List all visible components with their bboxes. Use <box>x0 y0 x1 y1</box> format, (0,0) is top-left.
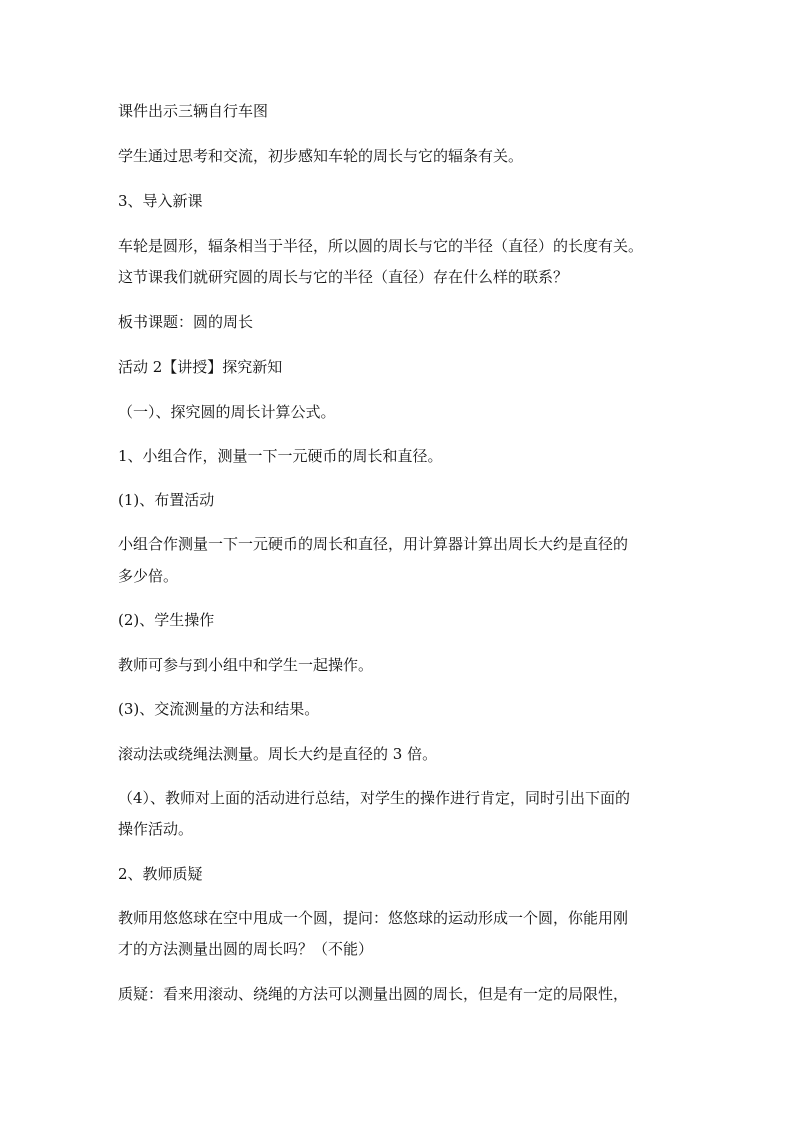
text-line: 课件出示三辆自行车图 <box>118 102 269 120</box>
text-line: 才的方法测量出圆的周长吗？（不能） <box>118 940 374 958</box>
text-line: 小组合作测量一下一元硬币的周长和直径，用计算器计算出周长大约是直径的 <box>118 535 629 553</box>
text-line: 学生通过思考和交流，初步感知车轮的周长与它的辐条有关。 <box>118 147 524 165</box>
text-line: 活动 2【讲授】探究新知 <box>118 358 283 376</box>
text-line: 滚动法或绕绳法测量。周长大约是直径的 3 倍。 <box>118 745 438 763</box>
text-line: 3、导入新课 <box>118 192 203 210</box>
text-line: 多少倍。 <box>118 567 179 585</box>
text-line: 车轮是圆形，辐条相当于半径，所以圆的周长与它的半径（直径）的长度有关。 <box>118 237 644 255</box>
text-line: （4）、教师对上面的活动进行总结，对学生的操作进行肯定，同时引出下面的 <box>118 789 631 807</box>
text-line: 这节课我们就研究圆的周长与它的半径（直径）存在什么样的联系？ <box>118 268 569 286</box>
text-line: (2)、学生操作 <box>118 611 215 629</box>
text-line: 操作活动。 <box>118 820 194 838</box>
text-line: 板书课题：圆的周长 <box>118 313 254 331</box>
text-line: 教师用悠悠球在空中甩成一个圆，提问：悠悠球的运动形成一个圆，你能用刚 <box>118 909 629 927</box>
text-line: 1、小组合作，测量一下一元硬币的周长和直径。 <box>118 447 443 465</box>
text-line: (3)、交流测量的方法和结果。 <box>118 700 320 718</box>
text-line: 教师可参与到小组中和学生一起操作。 <box>118 656 374 674</box>
text-line: 2、教师质疑 <box>118 865 203 883</box>
text-line: （一）、探究圆的周长计算公式。 <box>118 403 336 421</box>
text-line: (1)、布置活动 <box>118 491 215 509</box>
text-line: 质疑：看来用滚动、绕绳的方法可以测量出圆的周长，但是有一定的局限性， <box>118 985 629 1003</box>
